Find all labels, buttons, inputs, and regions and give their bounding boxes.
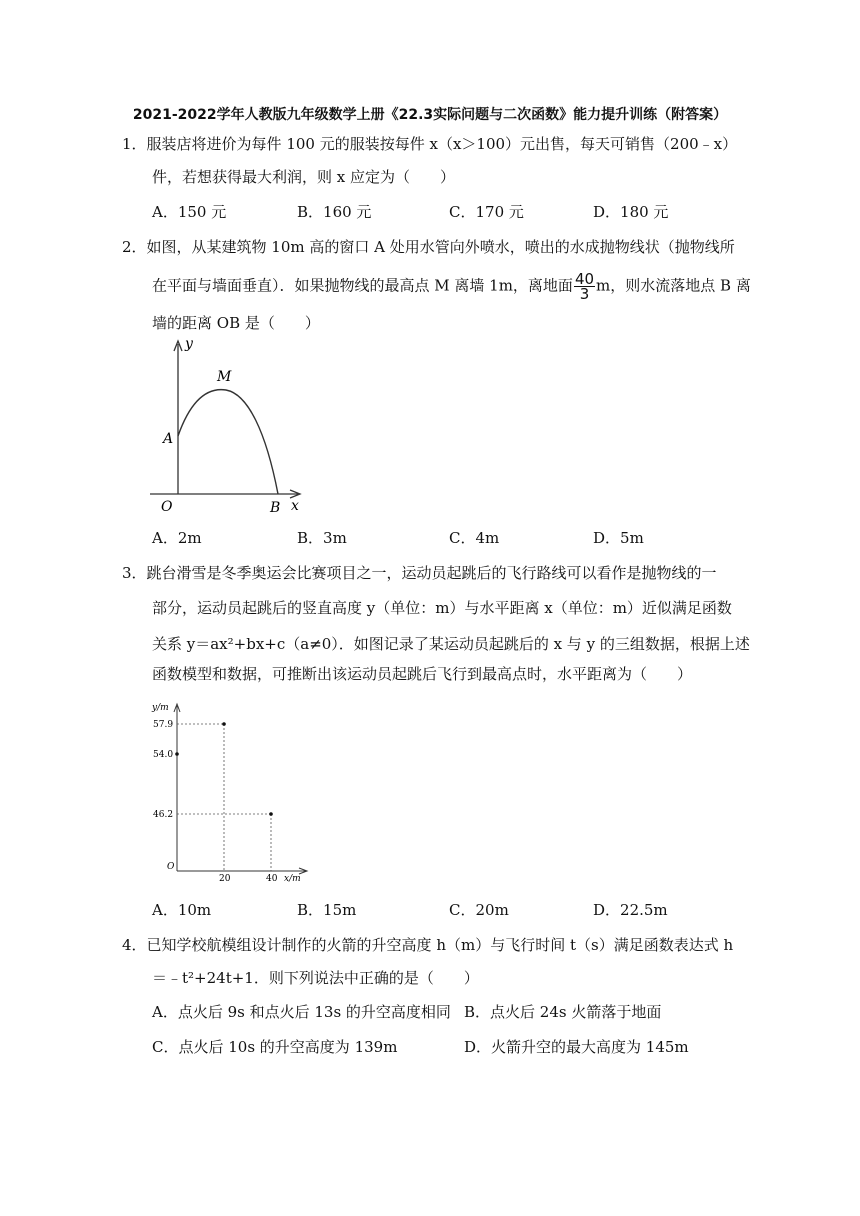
q2-text-line2 bbox=[152, 272, 751, 301]
q4-option-c: C．点火后 10s 的升空高度为 139m bbox=[152, 1038, 398, 1056]
y-tick-label: 57.9 bbox=[153, 720, 174, 730]
q2-option-a: A．2m bbox=[152, 529, 202, 547]
q2-option-b: B．3m bbox=[297, 529, 347, 547]
x-axis-label: x/m bbox=[284, 874, 301, 884]
q3-text-line1: 3．跳台滑雪是冬季奥运会比赛项目之一，运动员起跳后的飞行路线可以看作是抛物线的一 bbox=[122, 564, 717, 582]
q3-option-c: C．20m bbox=[449, 901, 509, 919]
document-title: 2021-2022学年人教版九年级数学上册《22.3实际问题与二次函数》能力提升训练（附答案） bbox=[132, 107, 728, 123]
y-tick-label: 46.2 bbox=[153, 810, 174, 820]
origin-label: O bbox=[167, 862, 175, 872]
q3-option-b: B．15m bbox=[297, 901, 357, 919]
q2-text-line1: 2．如图，从某建筑物 10m 高的窗口 A 处用水管向外喷水，喷出的水成抛物线状（抛物线所 bbox=[122, 238, 735, 256]
point-b-label: B bbox=[270, 500, 281, 516]
q1-option-d: D．180 元 bbox=[593, 203, 669, 221]
q1-option-c: C．170 元 bbox=[449, 203, 524, 221]
x-tick-label: 20 bbox=[219, 874, 231, 884]
q1-text-line1: 1．服装店将进价为每件 100 元的服装按每件 x（x＞100）元出售，每天可销售（200﹣x） bbox=[122, 135, 738, 153]
fraction-40-3 bbox=[574, 272, 595, 301]
q3-option-d: D．22.5m bbox=[593, 901, 668, 919]
q1-option-b: B．160 元 bbox=[297, 203, 372, 221]
y-axis-label: y bbox=[185, 336, 193, 352]
point-a-label: A bbox=[163, 431, 174, 447]
q3-option-a: A．10m bbox=[152, 901, 212, 919]
q2-text-line3: 墙的距离 OB 是（ ） bbox=[152, 314, 320, 332]
q2-option-d: D．5m bbox=[593, 529, 644, 547]
q3-text-line3: 关系 y＝ax²+bx+c（a≠0）．如图记录了某运动员起跳后的 x 与 y 的三组数据，根据上述 bbox=[152, 635, 750, 653]
q2-text-line2a: 在平面与墙面垂直）．如果抛物线的最高点 M 离墙 1m，离地面 bbox=[152, 276, 573, 295]
x-tick-label: 40 bbox=[266, 874, 278, 884]
q2-parabola-figure bbox=[140, 332, 320, 522]
x-axis-label: x bbox=[291, 498, 299, 514]
q3-text-line2: 部分，运动员起跳后的竖直高度 y（单位：m）与水平距离 x（单位：m）近似满足函数 bbox=[152, 599, 732, 617]
q4-option-a: A．点火后 9s 和点火后 13s 的升空高度相同 bbox=[152, 1003, 451, 1021]
q2-option-c: C．4m bbox=[449, 529, 500, 547]
fraction-denominator: 3 bbox=[579, 285, 590, 303]
q2-text-line2b: m，则水流落地点 B 离 bbox=[596, 276, 751, 295]
q4-text-line1: 4．已知学校航模组设计制作的火箭的升空高度 h（m）与飞行时间 t（s）满足函数表达式 h bbox=[122, 936, 734, 954]
y-tick-label: 54.0 bbox=[153, 750, 174, 760]
fraction-numerator: 40 bbox=[574, 270, 595, 288]
q1-option-a: A．150 元 bbox=[152, 203, 227, 221]
q4-option-d: D．火箭升空的最大高度为 145m bbox=[464, 1038, 689, 1056]
q4-text-line2: ＝﹣t²+24t+1．则下列说法中正确的是（ ） bbox=[152, 969, 479, 987]
q1-text-line2: 件，若想获得最大利润，则 x 应定为（ ） bbox=[152, 168, 455, 186]
origin-label: O bbox=[161, 499, 173, 515]
data-point bbox=[175, 752, 179, 756]
y-axis-label: y/m bbox=[152, 703, 169, 713]
data-point bbox=[222, 722, 226, 726]
q3-text-line4: 函数模型和数据，可推断出该运动员起跳后飞行到最高点时，水平距离为（ ） bbox=[152, 665, 693, 683]
point-m-label: M bbox=[217, 369, 232, 385]
q4-option-b: B．点火后 24s 火箭落于地面 bbox=[464, 1003, 662, 1021]
q3-scatter-chart bbox=[140, 696, 320, 890]
data-point bbox=[269, 812, 273, 816]
parabola-curve bbox=[178, 390, 278, 494]
